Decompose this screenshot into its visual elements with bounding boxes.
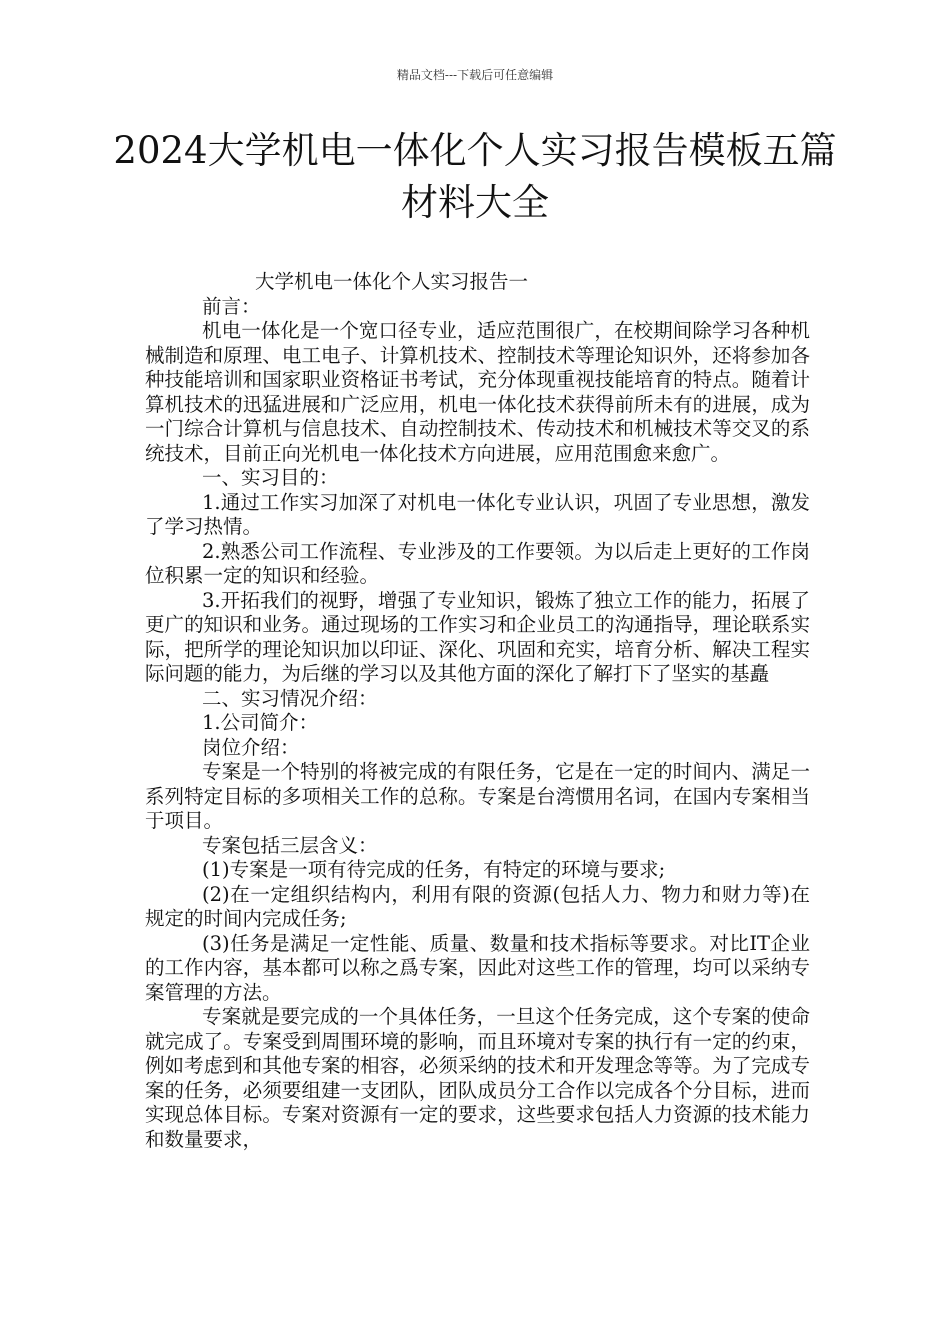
paragraph: 3.开拓我们的视野，增强了专业知识，锻炼了独立工作的能力，拓展了更广的知识和业务。通过现场的工作实习和企业员工的沟通指导，理论联系实际，把所学的理论知识加以印证、深化、巩固和充实，培育分析、解决工程实际问题的能力，为后继的学习以及其他方面的深化了解打下了坚实的基矗: [145, 588, 810, 685]
paragraph: 机电一体化是一个宽口径专业，适应范围很广，在校期间除学习各种机械制造和原理、电工电子、计算机技术、控制技术等理论知识外，还将参加各种技能培训和国家职业资格证书考试，充分体现重视技能培育的特点。随着计算机技术的迅猛进展和广泛应用，机电一体化技术获得前所未有的进展，成为一门综合计算机与信息技术、自动控制技术、传动技术和机械技术等交叉的系统技术，目前正向光机电一体化技术方向进展，应用范围愈来愈广。: [145, 319, 810, 465]
document-body: [145, 270, 810, 1152]
page-header: 精品文档---下载后可任意编辑: [396, 68, 554, 82]
paragraph: 前言：: [202, 294, 261, 318]
paragraph: 专案就是要完成的一个具体任务，一旦这个任务完成，这个专案的使命就完成了。专案受到周围环境的影响，而且环境对专案的执行有一定的约束，例如考虑到和其他专案的相容，必须采纳的技术和开发理念等等。为了完成专案的任务，必须要组建一支团队，团队成员分工合作以完成各个分目标，进而实现总体目标。专案对资源有一定的要求，这些要求包括人力资源的技术能力和数量要求，: [145, 1005, 810, 1151]
paragraph: 二、实习情况介绍：: [202, 686, 378, 710]
paragraph: 专案包括三层含义：: [202, 833, 378, 857]
section-subtitle: 大学机电一体化个人实习报告一: [255, 270, 529, 293]
paragraph: (1)专案是一项有待完成的任务，有特定的环境与要求;: [202, 858, 666, 881]
document-title: 2024大学机电一体化个人实习报告模板五篇材料大全: [113, 129, 837, 224]
paragraph: (2)在一定组织结构内，利用有限的资源(包括人力、物力和财力等)在规定的时间内完成任务;: [145, 882, 810, 930]
paragraph: 1.公司简介：: [202, 711, 319, 734]
paragraph: 1.通过工作实习加深了对机电一体化专业认识，巩固了专业思想，激发了学习热情。: [145, 490, 810, 538]
paragraph: 2.熟悉公司工作流程、专业涉及的工作要领。为以后走上更好的工作岗位积累一定的知识和经验。: [145, 539, 810, 587]
paragraph: (3)任务是满足一定性能、质量、数量和技术指标等要求。对比IT企业的工作内容，基本都可以称之爲专案，因此对这些工作的管理，均可以采纳专案管理的方法。: [145, 931, 810, 1004]
paragraph: 专案是一个特别的将被完成的有限任务，它是在一定的时间内、满足一系列特定目标的多项相关工作的总称。专案是台湾惯用名词，在国内专案相当于项目。: [145, 760, 810, 832]
paragraph: 岗位介绍：: [202, 735, 300, 759]
paragraph: 一、实习目的：: [202, 466, 339, 489]
